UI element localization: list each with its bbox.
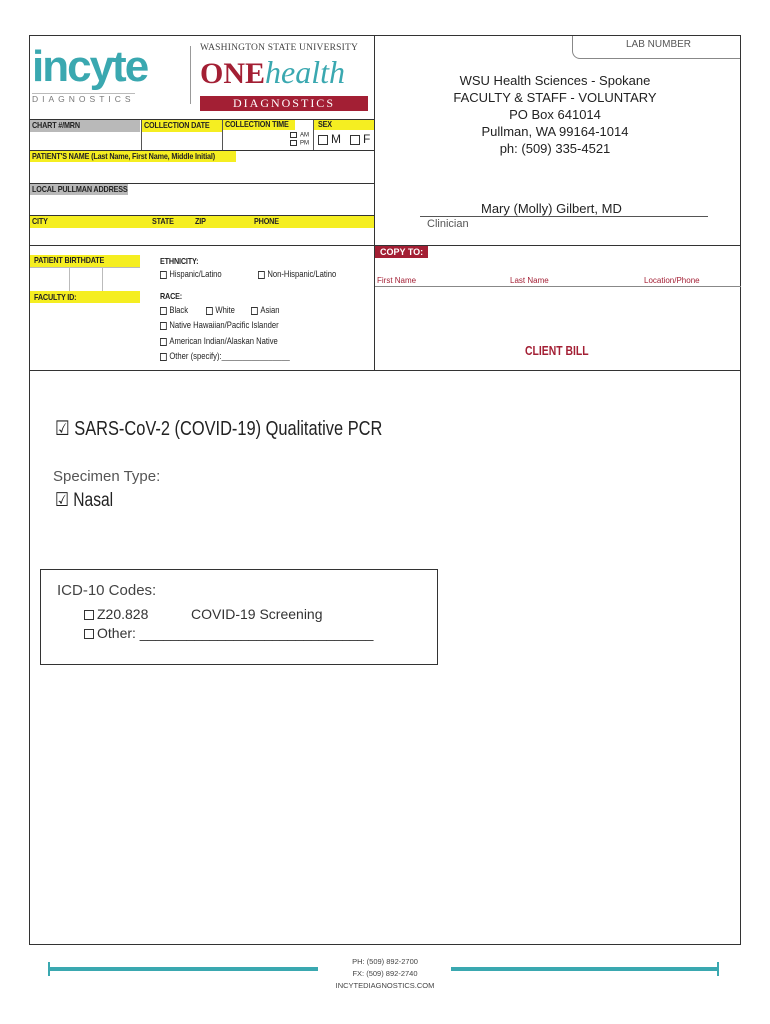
one-wordmark: ONE [200,57,266,90]
ethnicity-nonhispanic[interactable]: Non-Hispanic/Latino [258,269,336,279]
wsu-wordmark: WASHINGTON STATE UNIVERSITY [200,43,359,53]
phone-label: PHONE [254,216,279,226]
sex-f-checkbox[interactable]: F [350,132,370,146]
requisition-form [29,35,741,945]
icd-code-desc: COVID-19 Screening [191,606,323,622]
icd-other: Other: ______________________________ [97,625,374,641]
specimen-value: Nasal [73,490,114,511]
birthdate-label: PATIENT BIRTHDATE [34,255,105,265]
logo-divider [190,46,191,104]
specimen-label: Specimen Type: [53,468,161,485]
local-address-label: LOCAL PULLMAN ADDRESS [32,184,128,194]
collection-time-label: COLLECTION TIME [225,119,289,129]
clinician-name: Mary (Molly) Gilbert, MD [481,201,622,216]
health-wordmark: health [265,54,345,90]
lab-address: WSU Health Sciences - Spokane FACULTY & STAFF - VOLUNTARY PO Box 641014 Pullman, WA 99164-1014 ph: (509) 335-4521 [453,73,657,156]
collection-date-label: COLLECTION DATE [144,120,210,130]
pm-checkbox[interactable]: PM [290,140,309,147]
incyte-wordmark: incyte [32,42,148,91]
test-name: SARS-CoV-2 (COVID-19) Qualitative PCR [74,418,383,440]
specimen-item[interactable] [55,489,113,512]
chart-mrn-label: CHART #/MRN [32,120,80,130]
footer-contact [320,956,450,992]
copy-last-name: Last Name [510,276,549,285]
footer-phone: PH: (509) 892-2700 [352,957,418,966]
checked-box-icon: ☑ [55,490,69,511]
copy-to-label: COPY TO: [375,246,428,258]
icd-other-option[interactable] [84,625,373,641]
lab-number-label: LAB NUMBER [626,39,692,50]
race-other[interactable]: Other (specify):________________ [160,351,290,361]
incyte-logo [32,42,192,105]
ethnicity-label: ETHNICITY: [160,256,199,266]
checked-box-icon: ☑ [55,418,70,440]
race-hawaiian[interactable]: Native Hawaiian/Pacific Islander [160,320,279,330]
ethnicity-hispanic[interactable]: Hispanic/Latino [160,269,222,279]
test-item[interactable] [55,416,382,441]
city-label: CITY [32,216,48,226]
race-black[interactable]: Black [160,305,188,315]
race-label: RACE: [160,291,183,301]
am-checkbox[interactable]: AM [290,132,309,139]
race-white[interactable]: White [206,305,235,315]
zip-label: ZIP [195,216,206,226]
client-bill-label: CLIENT BILL [525,343,589,358]
state-label: STATE [152,216,174,226]
icd-label: ICD-10 Codes: [57,582,157,599]
clinician-line [420,216,708,217]
copy-line [375,286,741,287]
race-asian[interactable]: Asian [251,305,279,315]
onehealth-subtitle: DIAGNOSTICS [200,96,368,111]
clinician-label: Clinician [427,218,469,230]
footer-fax: FX: (509) 892-2740 [352,969,418,978]
footer-cap-right [717,962,719,976]
footer-bar-right [451,967,717,971]
top-vertical-divider [374,35,375,370]
onehealth-logo [200,43,372,113]
sex-label: SEX [318,119,332,129]
icd-code: Z20.828 [97,606,149,622]
patient-name-label: PATIENT'S NAME (Last Name, First Name, Middle Initial) [32,151,215,161]
copy-location: Location/Phone [644,276,700,285]
section-divider [29,370,741,371]
icd-code-option[interactable] [84,606,148,622]
sex-m-checkbox[interactable]: M [318,132,341,146]
race-american-indian[interactable]: American Indian/Alaskan Native [160,336,278,346]
incyte-subtitle: DIAGNOSTICS [32,94,135,104]
footer-bar-left [50,967,318,971]
faculty-id-label: FACULTY ID: [34,292,77,302]
footer-website[interactable]: INCYTEDIAGNOSTICS.COM [335,981,435,990]
copy-first-name: First Name [377,276,417,285]
footer-cap-left [48,962,50,976]
birthdate-boxes[interactable] [30,267,140,292]
